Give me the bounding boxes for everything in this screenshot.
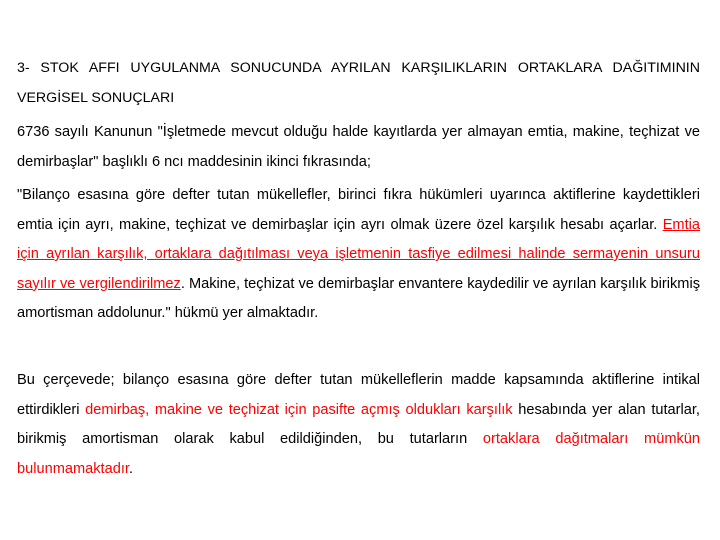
paragraph-law-quote xyxy=(17,181,700,329)
conclusion-text-3: . xyxy=(128,460,134,477)
section-heading-text: 3- STOK AFFI UYGULANMA SONUCUNDA AYRILAN KARŞILIKLARIN ORTAKLARA DAĞITIMININ VERGİSEL SONUÇLARI xyxy=(17,60,700,106)
law-quote-text-2: . Makine, teçhizat ve demirbaşlar envantere kaydedilir ve ayrılan karşılık birikmiş amortisman addolunur." hükmü yer almaktadır. xyxy=(17,275,700,321)
section-heading xyxy=(17,53,700,113)
paragraph-conclusion xyxy=(17,366,700,484)
law-quote-highlight: Emtia için ayrılan karşılık, ortaklara dağıtılması veya işletmenin tasfiye edilmesi halinde sermayenin unsuru sayılır ve vergilendirilmez xyxy=(17,216,700,292)
conclusion-text-2: hesabında yer alan tutarlar, birikmiş amortisman olarak kabul edildiğinden, bu tutarların xyxy=(17,401,700,447)
conclusion-text-1: Bu çerçevede; bilanço esasına göre defter tutan mükelleflerin madde kapsamında aktiflerine intikal ettirdikleri xyxy=(17,372,700,418)
paragraph-law-reference-text: 6736 sayılı Kanunun "İşletmede mevcut olduğu halde kayıtlarda yer almayan emtia, makine, teçhizat ve demirbaşlar" başlıklı 6 ncı maddesinin ikinci fıkrasında; xyxy=(17,124,700,170)
conclusion-highlight-1: demirbaş, makine ve teçhizat için pasifte açmış oldukları karşılık xyxy=(85,401,513,418)
conclusion-highlight-2: ortaklara dağıtmaları mümkün bulunmamaktadır xyxy=(17,431,700,477)
law-quote-text-1: "Bilanço esasına göre defter tutan mükellefler, birinci fıkra hükümleri uyarınca aktiflerine kaydettikleri emtia için ayrı, makine, teçhizat ve demirbaşlar için ayrı olmak üzere özel karşılık hesabı açarlar. xyxy=(17,187,700,233)
paragraph-law-reference xyxy=(17,118,700,177)
